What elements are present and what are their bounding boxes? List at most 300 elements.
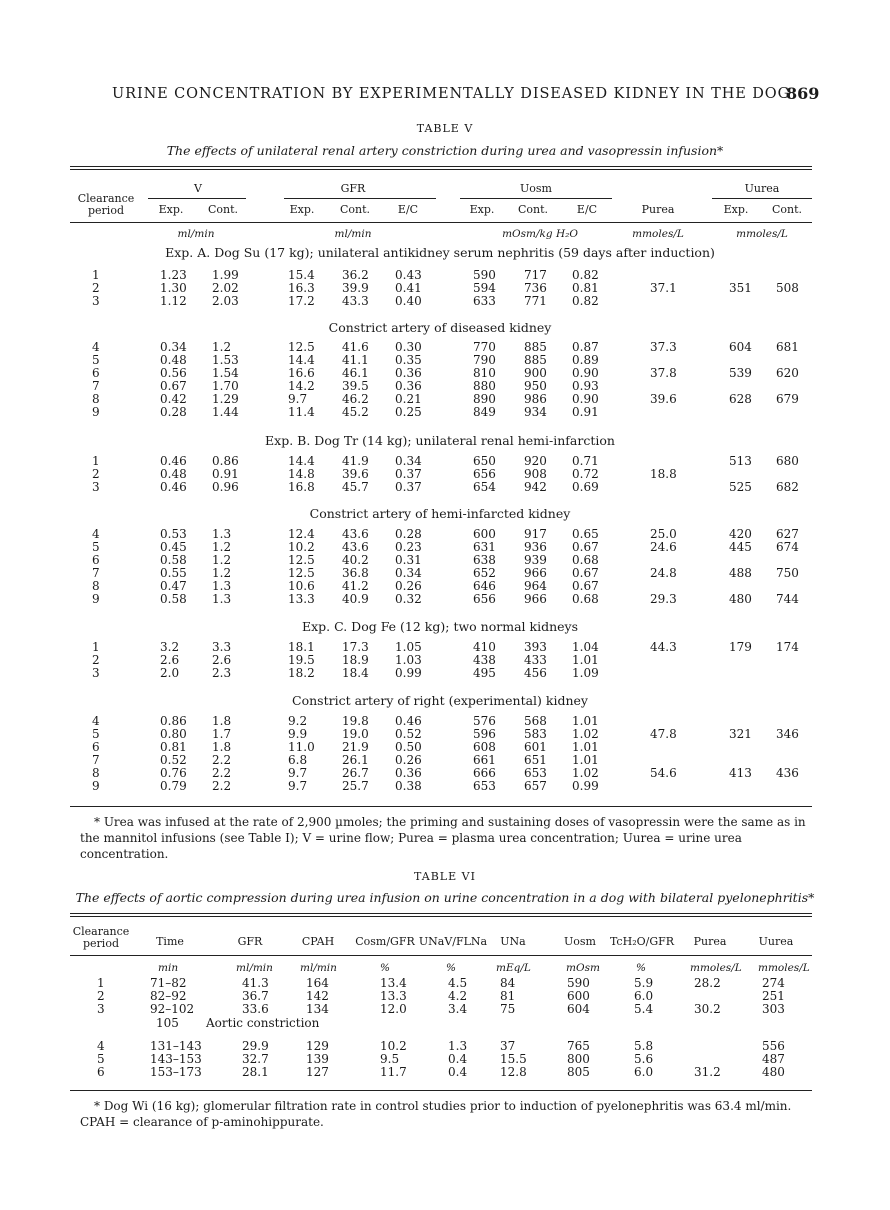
t5-cell-uosm-cont: 908: [524, 467, 547, 481]
t5-cell-gfr-ec: 0.37: [395, 467, 422, 481]
t5-cell-gfr-cont: 19.8: [342, 714, 369, 728]
t6-cell-time: 131–143: [150, 1039, 202, 1053]
t5-cell-uosm-cont: 950: [524, 379, 547, 393]
t6-unit-4: %: [446, 962, 456, 974]
t6-cell-gfr: 29.9: [242, 1039, 269, 1053]
t5-cell-v-cont: 2.3: [212, 666, 232, 680]
t5-cell-v-exp: 0.48: [160, 467, 187, 481]
t5-cell-gfr-ec: 0.26: [395, 579, 422, 593]
t5-cell-v-exp: 2.0: [160, 666, 180, 680]
t5-header-bottom-rule: [70, 222, 812, 223]
t5-cell-gfr-cont: 39.5: [342, 379, 369, 393]
t5-cell-uurea-cont: 744: [776, 592, 799, 606]
t5-data-row: [0, 714, 890, 727]
t5-cell-gfr-ec: 0.37: [395, 480, 422, 494]
t5-v-span-rule: [148, 198, 246, 199]
t5-cell-uosm-ec: 0.82: [572, 268, 599, 282]
t5-cell-gfr-ec: 0.28: [395, 527, 422, 541]
t5-cell-v-exp: 1.30: [160, 281, 187, 295]
t5-data-row: [0, 294, 890, 307]
t5-cell-uosm-ec: 0.82: [572, 294, 599, 308]
t5-section-a: Exp. A. Dog Su (17 kg); unilateral antikidney serum nephritis (59 days after induction): [165, 245, 715, 260]
t5-cell-uosm-cont: 393: [524, 640, 547, 654]
t5-cell-v-exp: 0.81: [160, 740, 187, 754]
t6-cell-cpah: 164: [306, 976, 329, 990]
t5-data-row: [0, 340, 890, 353]
running-title: URINE CONCENTRATION BY EXPERIMENTALLY DISEASED KIDNEY IN THE DOG: [112, 86, 791, 102]
t5-urea-span-rule: [712, 198, 812, 199]
t5-purea-header: Purea: [641, 203, 675, 216]
t5-cell-v-cont: 1.7: [212, 727, 232, 741]
t5-cell-v-cont: 1.29: [212, 392, 239, 406]
t5-cell-uosm-exp: 890: [473, 392, 496, 406]
t5-cell-v-exp: 1.12: [160, 294, 187, 308]
t6-unit-5: mEq/L: [496, 962, 531, 974]
t6-unav-header: UNaV/FLNa: [418, 935, 488, 948]
t5-cell-gfr-cont: 21.9: [342, 740, 369, 754]
t5-cell-uurea-cont: 750: [776, 566, 799, 580]
t6-header-bottom-rule: [70, 955, 812, 956]
t5-cell-gfr-cont: 18.9: [342, 653, 369, 667]
t6-uosm-header: Uosm: [564, 935, 596, 948]
t5-cell-v-exp: 0.47: [160, 579, 187, 593]
t5-cell-uosm-cont: 939: [524, 553, 547, 567]
t5-cell-v-cont: 0.91: [212, 467, 239, 481]
t5-cell-uosm-ec: 0.69: [572, 480, 599, 494]
t5-cell-uosm-ec: 1.01: [572, 740, 599, 754]
t5-cell-uosm-exp: 656: [473, 592, 496, 606]
t5-cell-uosm-ec: 0.67: [572, 566, 599, 580]
t6-cell-unav: 0.4: [448, 1052, 468, 1066]
t5-cell-uurea-exp: 445: [729, 540, 752, 554]
t5-cell-purea: 24.8: [650, 566, 677, 580]
t5-cell-gfr-exp: 13.3: [288, 592, 315, 606]
t5-cell-uurea-cont: 681: [776, 340, 799, 354]
t5-cell-v-exp: 0.79: [160, 779, 187, 793]
t6-data-row: [0, 1002, 890, 1015]
t6-cell-time: 153–173: [150, 1065, 202, 1079]
t5-cell-gfr-exp: 9.2: [288, 714, 308, 728]
t6-unit-8: mmoles/L: [690, 962, 742, 974]
t6-cell-unav: 1.3: [448, 1039, 468, 1053]
t6-uurea-header: Uurea: [758, 935, 794, 948]
t6-event-label: Aortic constriction: [206, 1016, 320, 1030]
t5-cell-period: 7: [92, 566, 100, 580]
t6-cell-uosm: 765: [567, 1039, 590, 1053]
t5-cell-uosm-exp: 596: [473, 727, 496, 741]
t5-cell-uurea-exp: 539: [729, 366, 752, 380]
t6-cell-period: 3: [97, 1002, 105, 1016]
t5-cell-v-cont: 1.2: [212, 553, 232, 567]
t5-cell-v-exp: 2.6: [160, 653, 180, 667]
t5-cell-uosm-ec: 0.67: [572, 540, 599, 554]
t5-cell-gfr-exp: 12.5: [288, 340, 315, 354]
t5-cell-period: 6: [92, 366, 100, 380]
t6-cell-uosm: 600: [567, 989, 590, 1003]
t5-cell-gfr-cont: 18.4: [342, 666, 369, 680]
t5-cell-period: 5: [92, 540, 100, 554]
t5-data-row: [0, 454, 890, 467]
t5-cell-period: 9: [92, 779, 100, 793]
t5-cell-v-exp: 1.23: [160, 268, 187, 282]
t5-cell-uosm-exp: 608: [473, 740, 496, 754]
t5-cell-gfr-cont: 45.2: [342, 405, 369, 419]
table5-bottom-rule: [70, 806, 812, 807]
t6-unit-3: %: [380, 962, 390, 974]
t5-cell-gfr-ec: 0.36: [395, 379, 422, 393]
t5-cell-uosm-exp: 495: [473, 666, 496, 680]
t5-data-row: [0, 353, 890, 366]
t6-cosm-header: Cosm/GFR: [355, 935, 415, 948]
t5-cell-v-cont: 1.2: [212, 340, 232, 354]
t6-tch2o-header: TcH₂O/GFR: [609, 935, 675, 948]
t5-cell-gfr-ec: 0.26: [395, 753, 422, 767]
t5-cell-v-cont: 1.54: [212, 366, 239, 380]
t5-cell-uosm-cont: 966: [524, 592, 547, 606]
t5-cell-v-exp: 3.2: [160, 640, 180, 654]
t6-cell-period: 5: [97, 1052, 105, 1066]
t5-cell-gfr-exp: 12.4: [288, 527, 315, 541]
t6-cell-cosm: 11.7: [380, 1065, 407, 1079]
t6-cell-uurea: 556: [762, 1039, 785, 1053]
t6-cell-uurea: 303: [762, 1002, 785, 1016]
t6-cell-period: 2: [97, 989, 105, 1003]
t5-cell-gfr-cont: 46.2: [342, 392, 369, 406]
t5-data-row: [0, 553, 890, 566]
t5-cell-v-exp: 0.67: [160, 379, 187, 393]
t5-cell-uosm-cont: 583: [524, 727, 547, 741]
t5-cell-uosm-cont: 568: [524, 714, 547, 728]
t5-cell-gfr-ec: 0.35: [395, 353, 422, 367]
t5-data-row: [0, 379, 890, 392]
t5-cell-uosm-ec: 0.81: [572, 281, 599, 295]
t6-cell-period: 4: [97, 1039, 105, 1053]
t6-cell-cpah: 139: [306, 1052, 329, 1066]
t5-cell-uosm-cont: 601: [524, 740, 547, 754]
t5-cell-v-cont: 1.3: [212, 579, 232, 593]
t6-cell-cpah: 129: [306, 1039, 329, 1053]
t5-cell-uosm-cont: 920: [524, 454, 547, 468]
t5-cell-gfr-cont: 26.7: [342, 766, 369, 780]
t5-cell-period: 8: [92, 766, 100, 780]
t5-cell-purea: 54.6: [650, 766, 677, 780]
t5-cell-uosm-exp: 638: [473, 553, 496, 567]
t5-cell-uosm-cont: 964: [524, 579, 547, 593]
t6-cell-gfr: 28.1: [242, 1065, 269, 1079]
t5-cell-uosm-ec: 1.09: [572, 666, 599, 680]
t5-cell-uosm-cont: 736: [524, 281, 547, 295]
table6-top-rule-2: [70, 916, 812, 917]
t5-data-row: [0, 779, 890, 792]
t5-cell-gfr-cont: 17.3: [342, 640, 369, 654]
t6-unit-7: %: [636, 962, 646, 974]
t5-cell-v-cont: 1.3: [212, 592, 232, 606]
t5-cell-uosm-exp: 653: [473, 779, 496, 793]
table5-footnote: * Urea was infused at the rate of 2,900 µmoles; the priming and sustaining doses of vasopressin were the same as in the mannitol infusions (see Table I); V = urine flow; Purea = plasma urea concentration; Uurea = urine urea concentration.: [80, 815, 806, 861]
t5-cell-gfr-exp: 9.9: [288, 727, 308, 741]
t5-cell-uosm-ec: 1.02: [572, 727, 599, 741]
t5-cell-uosm-cont: 942: [524, 480, 547, 494]
t6-cell-time: 92–102: [150, 1002, 195, 1016]
table6-label: TABLE VI: [414, 870, 476, 883]
t6-cell-uurea: 274: [762, 976, 785, 990]
t6-una-header: UNa: [500, 935, 526, 948]
t5-cell-v-cont: 1.53: [212, 353, 239, 367]
t5-cell-uosm-ec: 1.04: [572, 640, 599, 654]
t6-cell-una: 12.8: [500, 1065, 527, 1079]
t5-cell-purea: 47.8: [650, 727, 677, 741]
t6-cell-tch2o: 6.0: [634, 989, 654, 1003]
t5-cell-v-exp: 0.86: [160, 714, 187, 728]
t5-cell-uosm-ec: 1.02: [572, 766, 599, 780]
t5-cell-uurea-cont: 679: [776, 392, 799, 406]
t6-cell-unav: 3.4: [448, 1002, 468, 1016]
t5-cell-gfr-cont: 41.6: [342, 340, 369, 354]
t5-cell-uosm-exp: 656: [473, 467, 496, 481]
t6-cell-uurea: 251: [762, 989, 785, 1003]
t5-cell-uosm-exp: 810: [473, 366, 496, 380]
t5-uosm-span-rule: [460, 198, 612, 199]
t6-event-row: [0, 1016, 890, 1029]
t5-cell-period: 4: [92, 714, 100, 728]
t6-cell-unav: 4.5: [448, 976, 468, 990]
t5-cell-uurea-cont: 620: [776, 366, 799, 380]
t5-cell-uurea-exp: 413: [729, 766, 752, 780]
t5-cell-uosm-exp: 631: [473, 540, 496, 554]
t5-cell-uurea-cont: 627: [776, 527, 799, 541]
t6-clearance-h2: period: [83, 937, 119, 950]
t5-cell-uurea-exp: 513: [729, 454, 752, 468]
t5-cell-uosm-cont: 717: [524, 268, 547, 282]
t5-cell-gfr-ec: 0.21: [395, 392, 422, 406]
t5-cell-v-cont: 1.8: [212, 714, 232, 728]
t5-cell-v-exp: 0.55: [160, 566, 187, 580]
t5-cell-uurea-cont: 436: [776, 766, 799, 780]
t5-cell-gfr-exp: 11.4: [288, 405, 315, 419]
t5-cell-uurea-cont: 174: [776, 640, 799, 654]
t5-cell-uosm-exp: 849: [473, 405, 496, 419]
t6-cell-tch2o: 5.9: [634, 976, 654, 990]
t5-urea-header: Uurea: [744, 182, 780, 195]
t5-purea-unit: mmoles/L: [632, 228, 684, 240]
t5-urea-cont: Cont.: [771, 203, 803, 216]
t6-cell-tch2o: 6.0: [634, 1065, 654, 1079]
t5-cell-gfr-exp: 14.2: [288, 379, 315, 393]
t5-data-row: [0, 592, 890, 605]
t5-section-b: Exp. B. Dog Tr (14 kg); unilateral renal hemi-infarction: [265, 433, 615, 448]
t5-section-c-constrict: Constrict artery of right (experimental) kidney: [292, 693, 588, 708]
t5-cell-gfr-ec: 0.38: [395, 779, 422, 793]
t6-cpah-header: CPAH: [301, 935, 335, 948]
t5-cell-v-cont: 2.02: [212, 281, 239, 295]
t5-cell-gfr-cont: 40.2: [342, 553, 369, 567]
t5-cell-uurea-exp: 321: [729, 727, 752, 741]
t5-cell-period: 2: [92, 281, 100, 295]
t5-cell-uosm-ec: 1.01: [572, 714, 599, 728]
t5-cell-period: 6: [92, 740, 100, 754]
t5-cell-uosm-ec: 0.99: [572, 779, 599, 793]
t5-cell-purea: 37.1: [650, 281, 677, 295]
t6-unit-2: ml/min: [300, 962, 337, 974]
t5-cell-period: 2: [92, 653, 100, 667]
t5-cell-uurea-cont: 674: [776, 540, 799, 554]
t5-cell-v-cont: 0.96: [212, 480, 239, 494]
t5-data-row: [0, 366, 890, 379]
t5-v-exp: Exp.: [158, 203, 184, 216]
t5-cell-gfr-exp: 11.0: [288, 740, 315, 754]
t6-cell-cpah: 142: [306, 989, 329, 1003]
t5-cell-uosm-cont: 653: [524, 766, 547, 780]
t5-cell-v-cont: 1.8: [212, 740, 232, 754]
table6-footnote: * Dog Wi (16 kg); glomerular filtration rate in control studies prior to induction of pyelonephritis was 63.4 ml/min. CPAH = clearance of p-aminohippurate.: [80, 1099, 792, 1129]
t5-cell-purea: 37.3: [650, 340, 677, 354]
t5-cell-gfr-exp: 19.5: [288, 653, 315, 667]
t5-cell-uurea-cont: 508: [776, 281, 799, 295]
t5-data-row: [0, 467, 890, 480]
t6-cell-time: 143–153: [150, 1052, 202, 1066]
t5-cell-gfr-exp: 10.6: [288, 579, 315, 593]
t6-unit-9: mmoles/L: [758, 962, 810, 974]
t6-cell-period: 1: [97, 976, 105, 990]
t5-cell-period: 1: [92, 454, 100, 468]
t5-cell-gfr-ec: 0.25: [395, 405, 422, 419]
t5-data-row: [0, 480, 890, 493]
t5-cell-uosm-ec: 0.87: [572, 340, 599, 354]
t5-cell-gfr-exp: 14.8: [288, 467, 315, 481]
t5-cell-uosm-exp: 590: [473, 268, 496, 282]
t5-cell-uosm-cont: 651: [524, 753, 547, 767]
t6-cell-una: 81: [500, 989, 516, 1003]
t5-cell-gfr-exp: 10.2: [288, 540, 315, 554]
t5-cell-v-cont: 2.03: [212, 294, 239, 308]
t5-cell-period: 3: [92, 480, 100, 494]
t5-cell-gfr-ec: 0.43: [395, 268, 422, 282]
t5-cell-v-exp: 0.53: [160, 527, 187, 541]
t5-cell-gfr-exp: 14.4: [288, 353, 315, 367]
t5-cell-gfr-ec: 0.36: [395, 366, 422, 380]
t5-cell-period: 4: [92, 340, 100, 354]
t5-cell-purea: 25.0: [650, 527, 677, 541]
t5-data-row: [0, 740, 890, 753]
t5-urea-exp: Exp.: [723, 203, 749, 216]
t6-cell-tch2o: 5.8: [634, 1039, 654, 1053]
t6-cell-tch2o: 5.4: [634, 1002, 654, 1016]
t5-cell-period: 8: [92, 392, 100, 406]
t6-clearance-h1: Clearance: [72, 925, 130, 938]
t5-cell-uosm-ec: 0.71: [572, 454, 599, 468]
t5-cell-v-exp: 0.46: [160, 480, 187, 494]
t5-cell-v-exp: 0.58: [160, 592, 187, 606]
t5-data-row: [0, 405, 890, 418]
t5-cell-uosm-exp: 770: [473, 340, 496, 354]
table5-caption: The effects of unilateral renal artery constriction during urea and vasopressin infusion*: [166, 143, 724, 158]
t5-cell-gfr-exp: 16.3: [288, 281, 315, 295]
t6-cell-unav: 0.4: [448, 1065, 468, 1079]
t5-gfr-ec: E/C: [397, 203, 419, 216]
t5-cell-uosm-cont: 936: [524, 540, 547, 554]
t5-cell-uosm-cont: 885: [524, 353, 547, 367]
t5-cell-period: 1: [92, 268, 100, 282]
t5-cell-uosm-exp: 790: [473, 353, 496, 367]
t5-cell-gfr-ec: 0.99: [395, 666, 422, 680]
t5-cell-period: 4: [92, 527, 100, 541]
t5-cell-uosm-ec: 0.67: [572, 579, 599, 593]
t5-cell-gfr-ec: 0.30: [395, 340, 422, 354]
t5-cell-v-cont: 1.2: [212, 540, 232, 554]
t5-cell-period: 9: [92, 592, 100, 606]
t5-cell-gfr-ec: 0.32: [395, 592, 422, 606]
t5-gfr-exp: Exp.: [289, 203, 315, 216]
t5-cell-v-cont: 2.2: [212, 753, 232, 767]
t6-cell-una: 37: [500, 1039, 516, 1053]
t5-cell-uosm-cont: 934: [524, 405, 547, 419]
t5-data-row: [0, 527, 890, 540]
t6-data-row: [0, 1052, 890, 1065]
t6-cell-purea: 31.2: [694, 1065, 721, 1079]
t5-cell-v-exp: 0.42: [160, 392, 187, 406]
t5-data-row: [0, 766, 890, 779]
t5-cell-purea: 39.6: [650, 392, 677, 406]
t5-cell-v-cont: 0.86: [212, 454, 239, 468]
t5-cell-v-exp: 0.56: [160, 366, 187, 380]
t5-cell-gfr-cont: 40.9: [342, 592, 369, 606]
t5-cell-gfr-ec: 0.41: [395, 281, 422, 295]
t6-cell-unav: 4.2: [448, 989, 468, 1003]
t5-data-row: [0, 727, 890, 740]
t5-data-row: [0, 753, 890, 766]
t6-cell-time: 82–92: [150, 989, 187, 1003]
t5-cell-uurea-exp: 179: [729, 640, 752, 654]
t5-clearance-h1: Clearance: [77, 192, 135, 205]
t5-cell-gfr-exp: 12.5: [288, 553, 315, 567]
t5-cell-uosm-cont: 917: [524, 527, 547, 541]
t5-cell-v-cont: 1.2: [212, 566, 232, 580]
t5-cell-gfr-ec: 0.34: [395, 566, 422, 580]
t5-cell-uosm-ec: 0.68: [572, 592, 599, 606]
t5-cell-gfr-cont: 36.8: [342, 566, 369, 580]
t6-cell-tch2o: 5.6: [634, 1052, 654, 1066]
t6-data-row: [0, 976, 890, 989]
t5-cell-uosm-ec: 0.91: [572, 405, 599, 419]
t5-cell-uurea-cont: 346: [776, 727, 799, 741]
t5-cell-uosm-cont: 900: [524, 366, 547, 380]
t5-cell-uosm-exp: 880: [473, 379, 496, 393]
t5-cell-v-exp: 0.48: [160, 353, 187, 367]
t6-cell-cosm: 13.4: [380, 976, 407, 990]
t5-cell-v-cont: 2.2: [212, 766, 232, 780]
t5-cell-gfr-cont: 41.2: [342, 579, 369, 593]
table6-bottom-rule: [70, 1090, 812, 1091]
t6-time-header: Time: [156, 935, 184, 948]
t5-v-unit: ml/min: [177, 228, 215, 240]
t5-cell-gfr-exp: 9.7: [288, 779, 308, 793]
t5-uosm-header: Uosm: [520, 182, 552, 195]
page-number: 869: [786, 84, 820, 103]
t5-cell-period: 7: [92, 753, 100, 767]
t5-cell-uurea-exp: 351: [729, 281, 752, 295]
t5-cell-gfr-exp: 18.2: [288, 666, 315, 680]
t6-cell-cosm: 10.2: [380, 1039, 407, 1053]
t5-cell-uosm-exp: 438: [473, 653, 496, 667]
t5-cell-uosm-exp: 576: [473, 714, 496, 728]
t5-cell-uosm-ec: 1.01: [572, 753, 599, 767]
t5-clearance-h2: period: [88, 204, 124, 217]
t5-cell-gfr-cont: 39.6: [342, 467, 369, 481]
t5-data-row: [0, 666, 890, 679]
t5-cell-gfr-cont: 43.6: [342, 527, 369, 541]
t5-cell-uosm-cont: 986: [524, 392, 547, 406]
t5-cell-gfr-exp: 15.4: [288, 268, 315, 282]
